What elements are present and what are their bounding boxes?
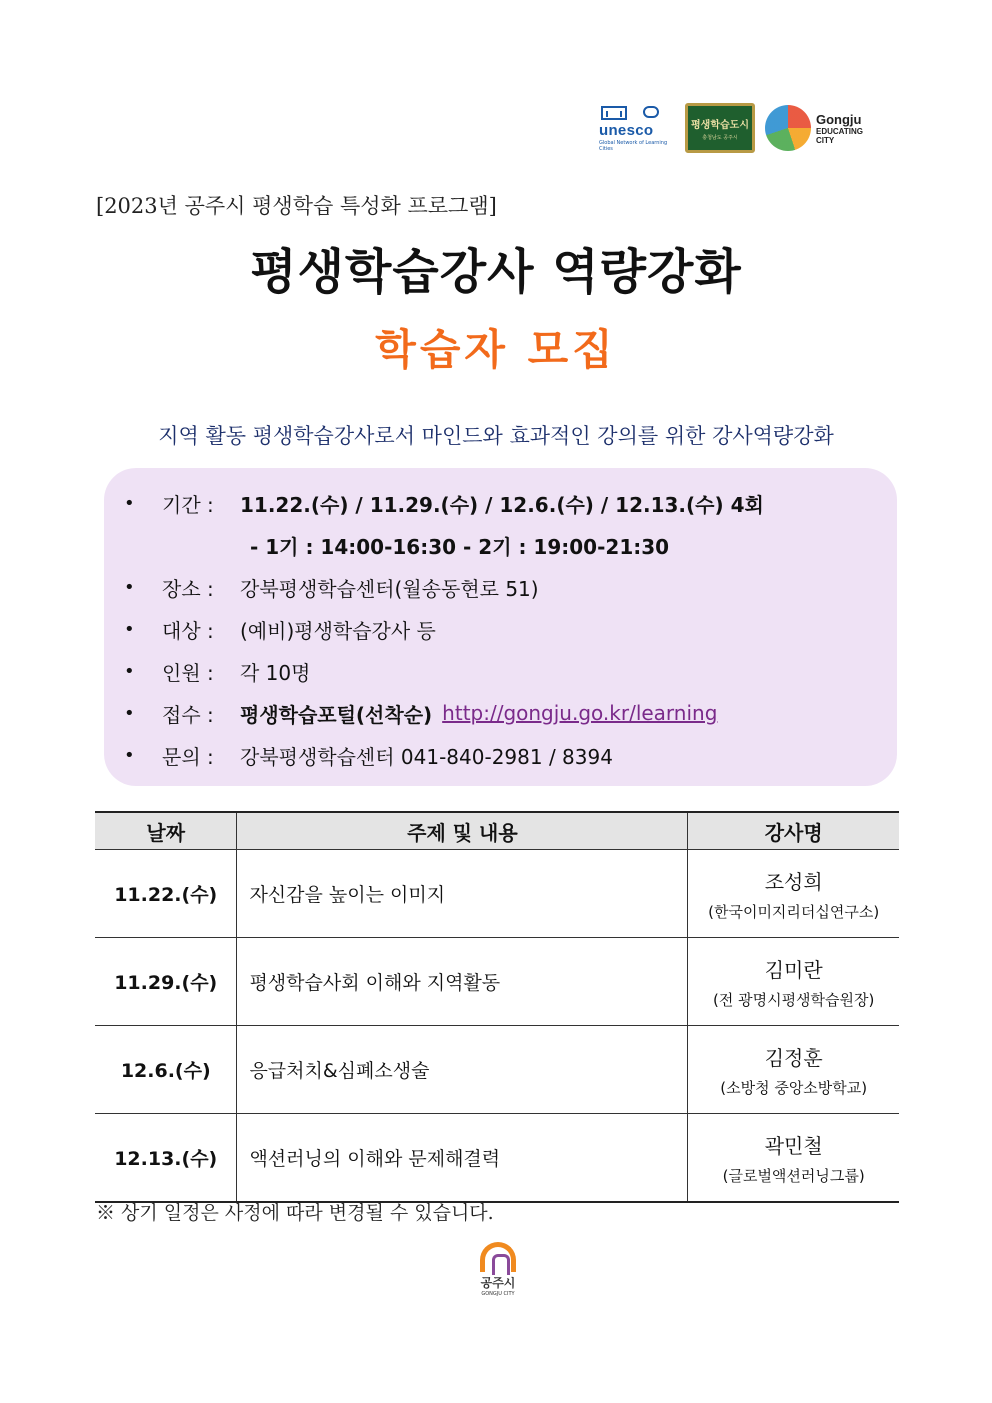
learning-city-title: 평생학습도시 bbox=[691, 119, 749, 131]
apply-value: 평생학습포털(선착순) bbox=[240, 702, 433, 727]
period-value: 11.22.(수) / 11.29.(수) / 12.6.(수) / 12.13.(수) 4회 bbox=[240, 492, 764, 517]
header-date: 날짜 bbox=[95, 812, 237, 850]
unesco-logo bbox=[597, 100, 679, 156]
footer-logo-ko: 공주시 bbox=[480, 1276, 516, 1290]
target-label: 대상 bbox=[162, 618, 201, 643]
row-topic: 자신감을 높이는 이미지 bbox=[237, 850, 688, 938]
lecturer-affiliation: (한국이미지리더십연구소) bbox=[708, 902, 880, 921]
unesco-subtext: Global Network of Learning Cities bbox=[599, 140, 668, 152]
info-place: • 장소 : 강북평생학습센터(월송동현로 51) bbox=[124, 566, 897, 608]
capacity-label: 인원 bbox=[162, 660, 201, 685]
row-lecturer bbox=[688, 938, 899, 1026]
row-topic: 응급처치&심폐소생술 bbox=[237, 1026, 688, 1114]
row-date: 12.13.(수) bbox=[95, 1114, 237, 1203]
bullet-icon: • bbox=[124, 660, 135, 682]
row-date: 11.29.(수) bbox=[95, 938, 237, 1026]
bullet-icon: • bbox=[124, 576, 135, 598]
row-lecturer bbox=[688, 1026, 899, 1114]
educating-city-text: EDUCATING CITY bbox=[816, 126, 863, 145]
info-target: • 대상 : (예비)평생학습강사 등 bbox=[124, 608, 897, 650]
arch-icon bbox=[480, 1242, 516, 1272]
apply-link[interactable]: http://gongju.go.kr/learning bbox=[442, 701, 718, 725]
info-apply: • 접수 : 평생학습포털(선착순) http://gongju.go.kr/learning bbox=[124, 692, 897, 734]
target-value: (예비)평생학습강사 등 bbox=[240, 618, 436, 643]
table-row bbox=[95, 1026, 899, 1114]
page-title: 평생학습강사 역량강화 bbox=[250, 244, 742, 300]
page-subtitle: 학습자 모집 bbox=[375, 325, 617, 374]
table-row bbox=[95, 1114, 899, 1203]
capacity-value: 각 10명 bbox=[240, 660, 311, 685]
row-lecturer bbox=[688, 1114, 899, 1203]
lecturer-name: 조성희 bbox=[764, 869, 823, 894]
row-topic: 평생학습사회 이해와 지역활동 bbox=[237, 938, 688, 1026]
info-capacity: • 인원 : 각 10명 bbox=[124, 650, 897, 692]
lecturer-name: 김미란 bbox=[764, 957, 823, 982]
bullet-icon: • bbox=[124, 492, 135, 514]
row-lecturer bbox=[688, 850, 899, 938]
header-topic: 주제 및 내용 bbox=[237, 812, 688, 850]
lecturer-affiliation: (글로벌액션러닝그룹) bbox=[722, 1166, 865, 1185]
table-row bbox=[95, 850, 899, 938]
lecturer-affiliation: (전 광명시평생학습원장) bbox=[712, 990, 875, 1009]
period-label: 기간 bbox=[162, 492, 201, 517]
schedule-note: ※ 상기 일정은 사정에 따라 변경될 수 있습니다. bbox=[96, 1202, 494, 1224]
row-date: 12.6.(수) bbox=[95, 1026, 237, 1114]
info-contact: • 문의 : 강북평생학습센터 041-840-2981 / 8394 bbox=[124, 734, 897, 776]
place-label: 장소 bbox=[162, 576, 201, 601]
unesco-wordmark: unesco bbox=[599, 122, 654, 139]
table-header-row bbox=[95, 812, 899, 850]
lecturer-name: 곽민철 bbox=[764, 1133, 823, 1158]
header-lecturer: 강사명 bbox=[688, 812, 899, 850]
info-sessions: - 1기 : 14:00-16:30 - 2기 : 19:00-21:30 bbox=[250, 534, 670, 559]
info-box bbox=[104, 468, 897, 786]
learning-city-badge bbox=[685, 103, 755, 153]
lecturer-name: 김정훈 bbox=[764, 1045, 823, 1070]
bullet-icon: • bbox=[124, 744, 135, 766]
place-value: 강북평생학습센터(월송동현로 51) bbox=[240, 576, 539, 601]
gongju-city-logo bbox=[471, 1242, 525, 1297]
gongju-name: Gongju bbox=[816, 111, 862, 127]
program-description: 지역 활동 평생학습강사로서 마인드와 효과적인 강의를 위한 강사역량강화 bbox=[158, 424, 834, 448]
lecturer-affiliation: (소방청 중앙소방학교) bbox=[720, 1078, 868, 1097]
table-row bbox=[95, 938, 899, 1026]
gongju-educating-city-logo bbox=[765, 105, 876, 151]
row-date: 11.22.(수) bbox=[95, 850, 237, 938]
learning-city-sub: 충청남도 공주시 bbox=[702, 134, 738, 141]
unesco-temple-icon bbox=[601, 106, 627, 120]
partner-logos bbox=[597, 100, 876, 156]
contact-label: 문의 bbox=[162, 744, 201, 769]
bullet-icon: • bbox=[124, 618, 135, 640]
program-label: [2023년 공주시 평생학습 특성화 프로그램] bbox=[96, 194, 497, 218]
footer-logo-en: GONGJU CITY bbox=[481, 1291, 515, 1297]
bullet-icon: • bbox=[124, 702, 135, 724]
apply-label: 접수 bbox=[162, 702, 201, 727]
hands-circle-icon bbox=[765, 105, 811, 151]
info-period: • 기간 : 11.22.(수) / 11.29.(수) / 12.6.(수) / 12.13.(수) 4회 bbox=[124, 482, 897, 524]
row-topic: 액션러닝의 이해와 문제해결력 bbox=[237, 1114, 688, 1203]
schedule-table bbox=[95, 811, 899, 1203]
learning-cities-icon bbox=[643, 106, 659, 118]
contact-value: 강북평생학습센터 041-840-2981 / 8394 bbox=[240, 744, 613, 769]
